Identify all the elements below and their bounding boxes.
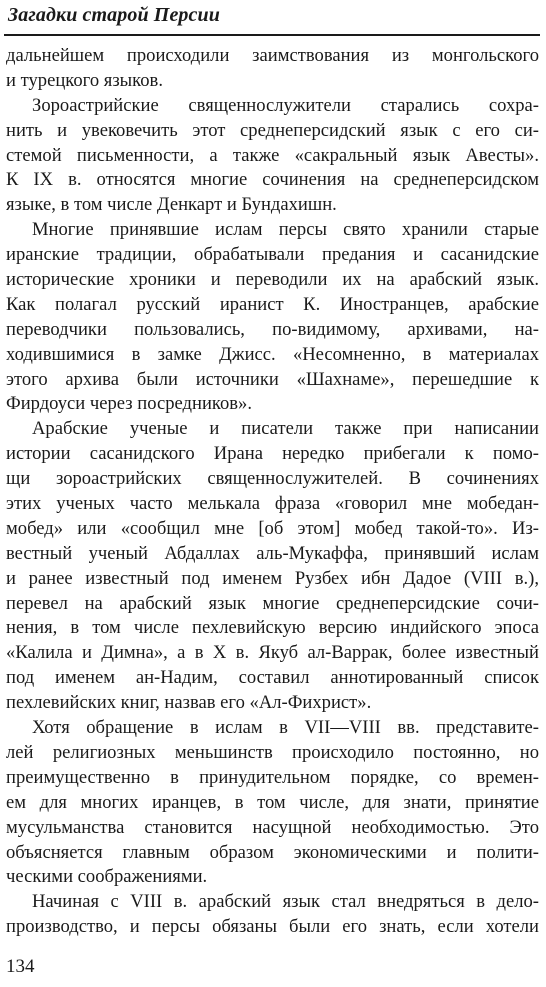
text-line: лей религиозных меньшинств происходило постоянно, но xyxy=(6,741,539,763)
text-line: и турецкого языков. xyxy=(6,69,163,91)
text-line: Зороастрийские священнослужители старались сохра- xyxy=(32,94,539,116)
text-line: под именем ан-Надим, составил аннотированный список xyxy=(6,667,539,689)
text-line: объясняется главным образом экономическими и полити- xyxy=(6,841,539,863)
text-line: мобед» или «сообщил мне [об этом] мобед такой-то». Из- xyxy=(6,517,539,539)
text-line: языке, в том числе Денкарт и Бундахишн. xyxy=(6,194,337,216)
text-line: Начиная с VIII в. арабский язык стал внедряться в дело- xyxy=(32,891,539,913)
page-number: 134 xyxy=(6,956,35,977)
text-line: Фирдоуси через посредников». xyxy=(6,393,253,415)
text-line: Арабские ученые и писатели также при написании xyxy=(32,418,539,440)
text-line: истории сасанидского Ирана нередко прибегали к помо- xyxy=(6,443,539,465)
text-line: ходившимися в замке Джисс. «Несомненно, в материалах xyxy=(6,343,539,365)
text-line: стемой письменности, а также «сакральный язык Авесты». xyxy=(6,144,539,166)
text-line: К IX в. относятся многие сочинения на среднеперсидском xyxy=(6,169,539,191)
text-line: перевел на арабский язык многие среднеперсидские сочи- xyxy=(6,592,539,614)
text-line: Как полагал русский иранист К. Иностранцев, арабские xyxy=(6,293,539,315)
text-line: мусульманства становится насущной необходимостью. Это xyxy=(6,816,539,838)
text-line: исторические хроники и переводили их на арабский язык. xyxy=(6,269,539,291)
text-line: щи зороастрийских священнослужителей. В сочинениях xyxy=(6,468,539,490)
text-line: иранские традиции, обрабатывали предания и сасанидские xyxy=(6,244,539,266)
text-line: Многие принявшие ислам персы свято хранили старые xyxy=(32,219,539,241)
text-line: нения, в том числе пехлевийскую версию индийского эпоса xyxy=(6,617,539,639)
text-line: производство, и персы обязаны были его знать, если хотели xyxy=(6,916,539,938)
text-line: этих ученых часто мелькала фраза «говорил мне мобедан- xyxy=(6,493,539,515)
running-header-title: Загадки старой Персии xyxy=(8,4,220,26)
text-line: нить и увековечить этот среднеперсидский язык с его си- xyxy=(6,119,539,141)
text-line: и ранее известный под именем Рузбех ибн Дадое (VIII в.), xyxy=(6,567,539,589)
text-line: «Калила и Димна», а в X в. Якуб ал-Варрак, более известный xyxy=(6,642,539,664)
text-line: этого архива были источники «Шахнаме», перешедшие к xyxy=(6,368,539,390)
text-line: переводчики пользовались, по-видимому, архивами, на- xyxy=(6,318,539,340)
text-line: вестный ученый Абдаллах аль-Мукаффа, принявший ислам xyxy=(6,542,539,564)
running-header xyxy=(4,0,540,36)
text-line: Хотя обращение в ислам в VII—VIII вв. представите- xyxy=(32,717,539,739)
text-line: ческими соображениями. xyxy=(6,866,208,888)
text-line: дальнейшем происходили заимствования из монгольского xyxy=(6,45,539,66)
text-line: ем для многих иранцев, в том числе, для знати, принятие xyxy=(6,791,539,813)
text-line: преимущественно в принудительном порядке, со времен- xyxy=(6,766,539,788)
text-line: пехлевийских книг, назвав его «Ал-Фихрист». xyxy=(6,692,372,714)
body-text xyxy=(6,44,539,940)
